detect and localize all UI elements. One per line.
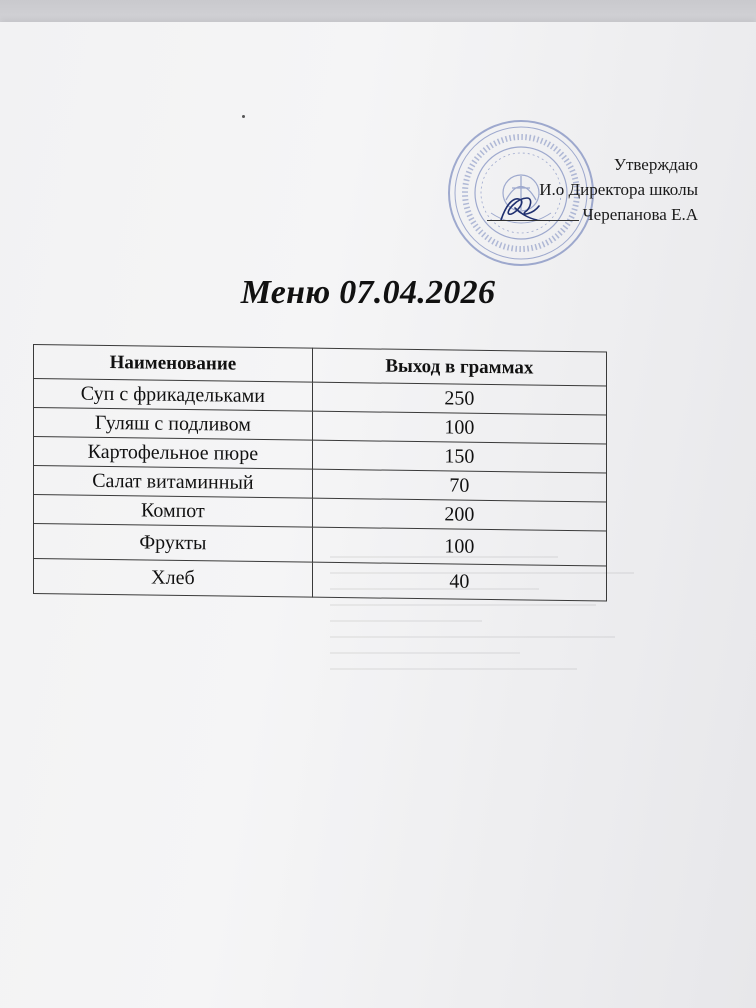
- dish-name: Компот: [34, 495, 313, 528]
- dish-weight: 200: [312, 498, 606, 531]
- dish-name: Фрукты: [34, 524, 313, 563]
- approval-line-1: Утверждаю: [613, 155, 698, 174]
- approval-line-3: [487, 202, 698, 227]
- dish-weight: 100: [312, 527, 606, 566]
- approval-block: [487, 152, 698, 227]
- column-header-weight: Выход в граммах: [312, 348, 606, 386]
- director-name: Черепанова Е.А: [582, 205, 698, 224]
- approval-line-2: И.о Директора школы: [539, 180, 698, 199]
- signature-line: [487, 220, 579, 221]
- dish-weight: 70: [312, 469, 606, 502]
- menu-table: [33, 344, 607, 602]
- dish-weight: 150: [312, 440, 606, 473]
- dish-name: Картофельное пюре: [34, 437, 313, 470]
- column-header-name: Наименование: [34, 345, 313, 383]
- dish-weight: 250: [312, 382, 606, 415]
- dish-name: Салат витаминный: [34, 466, 313, 499]
- dish-name: Хлеб: [34, 559, 313, 598]
- dish-weight: 40: [312, 562, 606, 601]
- table-row: [34, 559, 607, 602]
- document-sheet: [0, 22, 756, 1008]
- dish-name: Суп с фрикадельками: [34, 379, 313, 412]
- dish-weight: 100: [312, 411, 606, 444]
- dish-name: Гуляш с подливом: [34, 408, 313, 441]
- page-title: Меню 07.04.2026: [240, 274, 496, 311]
- ink-dot: [242, 115, 245, 118]
